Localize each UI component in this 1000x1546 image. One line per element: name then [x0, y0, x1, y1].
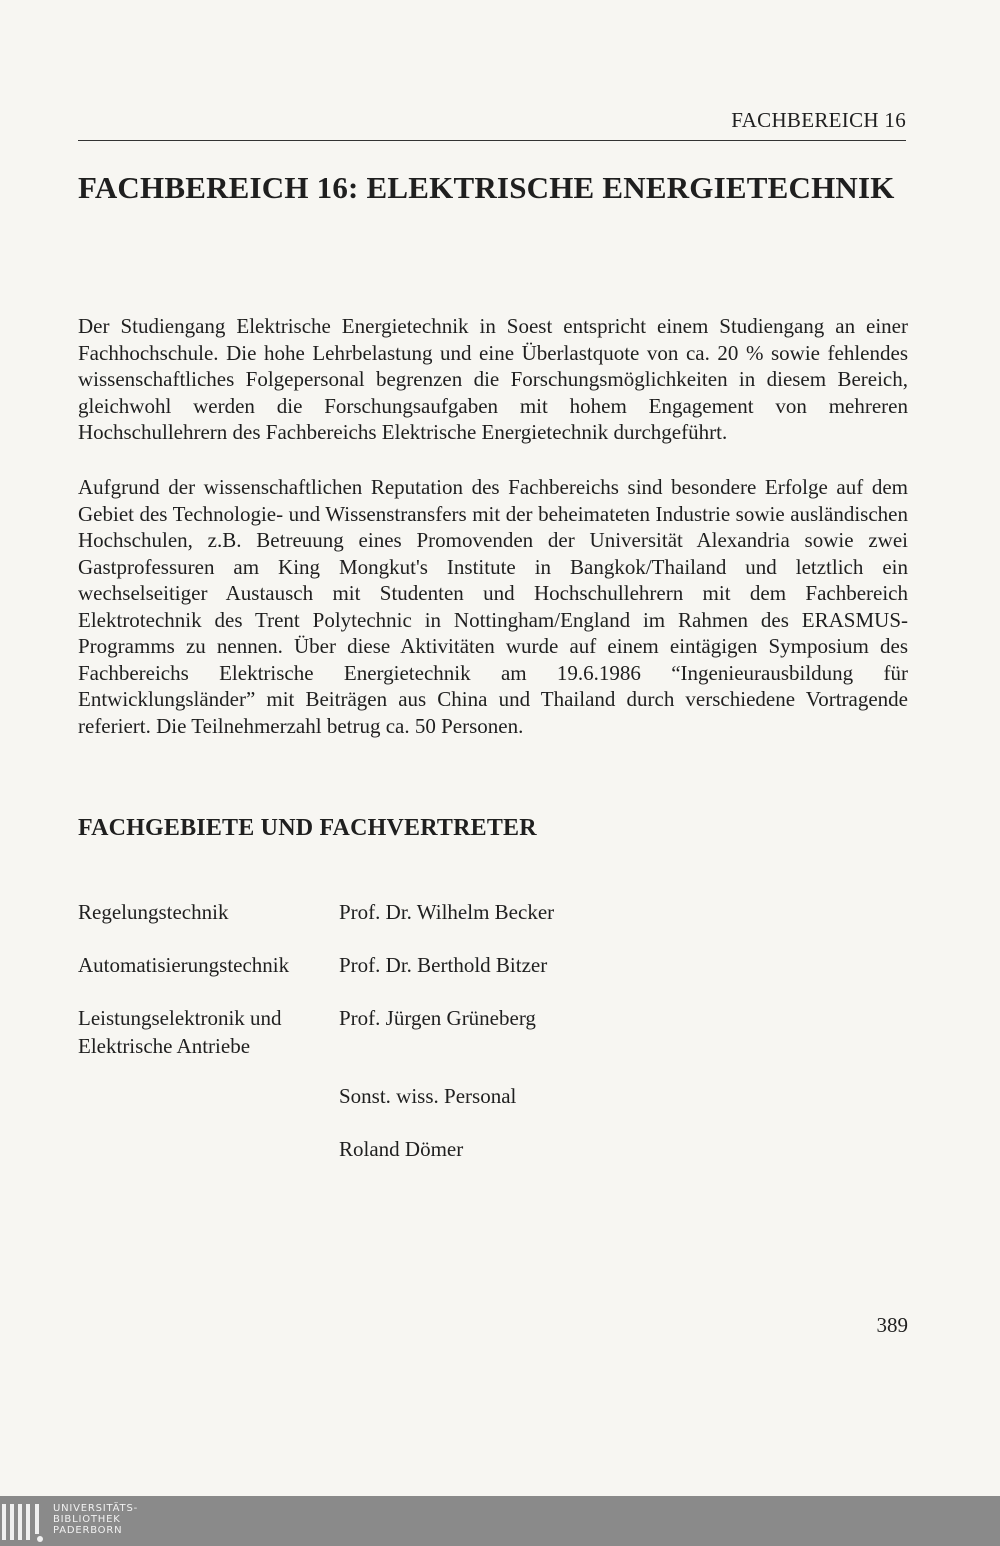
paragraph-intro: Der Studiengang Elektrische Energietechnik in Soest entspricht einem Studiengang an einer Fachhochschule. Die hohe Lehrbelastung und eine Überlastquote von ca. 20 % sowie fehlendes wissenschaftliches Folgepersonal begrenzen die Forschungsmöglichkeiten in diesem Bereich, gleichwohl werden die Forschungsaufgaben mit hohem Engagement von mehreren Hochschullehrern des Fachbereichs Elektrische Energietechnik durchgeführt. [78, 314, 908, 444]
header-rule [78, 140, 906, 141]
faculty-area: Automatisierungstechnik [78, 953, 290, 977]
running-head: FACHBEREICH 16 [731, 108, 906, 132]
library-name [53, 1503, 138, 1536]
faculty-representative: Prof. Dr. Berthold Bitzer [339, 953, 548, 977]
faculty-representative: Prof. Dr. Wilhelm Becker [339, 900, 555, 924]
staff-name: Roland Dömer [339, 1137, 464, 1161]
paragraph-transfer: Aufgrund der wissenschaftlichen Reputation des Fachbereichs sind besondere Erfolge auf dem Gebiet des Technologie- und Wissenstransfers mit der beheimateten Industrie sowie ausländischen Hochschulen, z.B. Betreuung eines Promovenden der Universität Alexandria sowie zwei Gastprofessuren am King Mongkut's Institute in Bangkok/Thailand und letztlich ein wechselseitiger Austausch mit Studenten und Hochschullehrern mit dem Fachbereich Elektrotechnik des Trent Polytechnic in Nottingham/England im Rahmen des ERASMUS-Programms zu nennen. Über diese Aktivitäten wurde auf einem eintägigen Symposium des Fachbereichs Elektrische Energietechnik am 19.6.1986 “Ingenieurausbildung für Entwicklungsländer” mit Beiträgen aus China und Thailand durch verschiedene Vortragende referiert. Die Teilnehmerzahl betrug ca. 50 Personen. [78, 475, 908, 738]
library-name-line: BIBLIOTHEK [53, 1514, 121, 1525]
staff-heading: Sonst. wiss. Personal [339, 1084, 517, 1108]
library-logo-dot-icon [37, 1536, 43, 1542]
library-name-line: UNIVERSITÄTS- [53, 1503, 139, 1514]
faculty-representative: Prof. Jürgen Grüneberg [339, 1006, 536, 1030]
faculty-area: Regelungstechnik [78, 900, 229, 924]
faculty-area: Leistungselektronik und Elektrische Antriebe [78, 1006, 282, 1058]
library-logo-icon [2, 1504, 44, 1540]
page-number: 389 [876, 1313, 908, 1337]
library-name-line: PADERBORN [53, 1525, 123, 1536]
library-footer-banner [0, 1496, 1000, 1546]
section-title: FACHGEBIETE UND FACHVERTRETER [78, 815, 537, 841]
page-title: FACHBEREICH 16: ELEKTRISCHE ENERGIETECHNIK [78, 170, 895, 205]
